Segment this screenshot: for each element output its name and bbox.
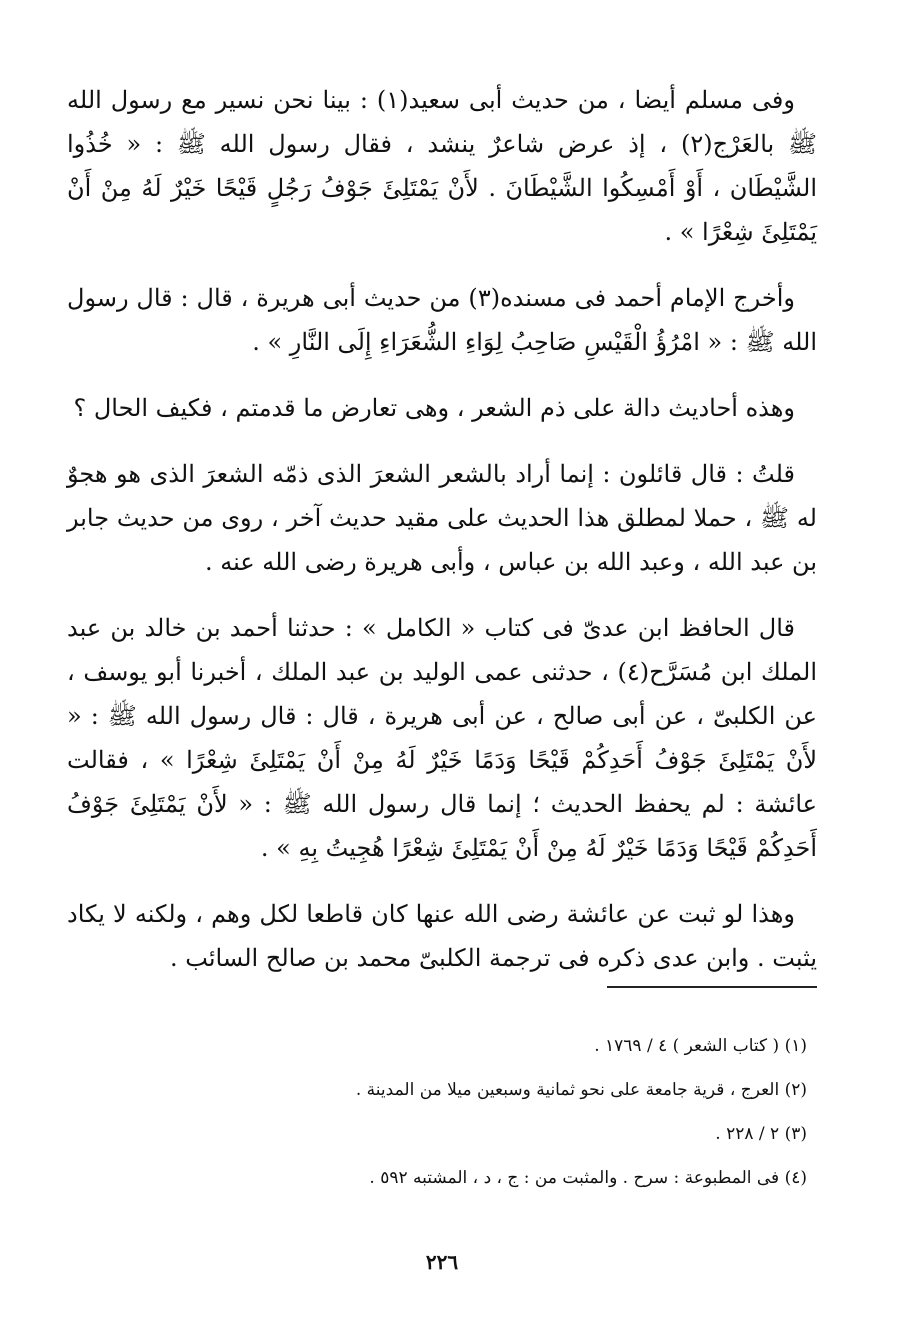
footnote-4: (٤) فى المطبوعة : سرح . والمثبت من : ج ، د ، المشتبه ٥٩٢ .: [369, 1168, 807, 1188]
footnote-2: (٢) العرج ، قرية جامعة على نحو ثمانية وسبعين ميلا من المدينة .: [355, 1080, 807, 1100]
book-page: [67, 78, 817, 1290]
page-number: ٢٢٦: [425, 1250, 459, 1274]
footnotes-list: [67, 1024, 807, 1200]
paragraph-conclusion: وهذا لو ثبت عن عائشة رضى الله عنها كان قاطعا لكل وهم ، ولكنه لا يكاد يثبت . وابن عدى ذكره فى ترجمة الكلبىّ محمد بن صالح السائب .: [67, 900, 817, 972]
paragraph-question: وهذه أحاديث دالة على ذم الشعر ، وهى تعارض ما قدمتم ، فكيف الحال ؟: [73, 394, 795, 422]
paragraph-ahmad-hadith: وأخرج الإمام أحمد فى مسنده(٣) من حديث أبى هريرة ، قال : قال رسول الله ﷺ : « امْرُؤُ الْقَيْسِ صَاحِبُ لِوَاءِ الشُّعَرَاءِ إِلَى النَّارِ » .: [67, 284, 817, 356]
footnote-3: (٣) ٢ / ٢٢٨ .: [715, 1124, 807, 1144]
footnote-divider: [607, 986, 817, 988]
paragraph-answer: قلتُ : قال قائلون : إنما أراد بالشعر الشعرَ الذى ذمّه الشعرَ الذى هو هجوٌ له ﷺ ، حملا لمطلق هذا الحديث على مقيد حديث آخر ، روى من حديث جابر بن عبد الله ، وعبد الله بن عباس ، وأبى هريرة رضى الله عنه .: [67, 460, 817, 576]
footnote-1: (١) ( كتاب الشعر ) ٤ / ١٧٦٩ .: [594, 1036, 807, 1056]
paragraph-muslim-hadith: وفى مسلم أيضا ، من حديث أبى سعيد(١) : بينا نحن نسير مع رسول الله ﷺ بالعَرْج(٢) ، إذ عرض شاعرٌ ينشد ، فقال رسول الله ﷺ : « خُذُوا الشَّيْطَان ، أَوْ أَمْسِكُوا الشَّيْطَانَ . لأَنْ يَمْتَلِئَ جَوْفُ رَجُلٍ قَيْحًا خَيْرٌ لَهُ مِنْ أَنْ يَمْتَلِئَ شِعْرًا » .: [67, 86, 817, 246]
paragraph-ibn-adi-narration: قال الحافظ ابن عدىّ فى كتاب « الكامل » : حدثنا أحمد بن خالد بن عبد الملك ابن مُسَرَّح(٤) ، حدثنى عمى الوليد بن عبد الملك ، أخبرنا أبو يوسف ، عن الكلبىّ ، عن أبى صالح ، عن أبى هريرة ، قال : قال رسول الله ﷺ : « لأَنْ يَمْتَلِئَ جَوْفُ أَحَدِكُمْ قَيْحًا وَدَمًا خَيْرٌ لَهُ مِنْ أَنْ يَمْتَلِئَ شِعْرًا » ، فقالت عائشة : لم يحفظ الحديث ؛ إنما قال رسول الله ﷺ : « لأَنْ يَمْتَلِئَ جَوْفُ أَحَدِكُمْ قَيْحًا وَدَمًا خَيْرٌ لَهُ مِنْ أَنْ يَمْتَلِئَ شِعْرًا هُجِيتُ بِهِ » .: [67, 614, 818, 862]
